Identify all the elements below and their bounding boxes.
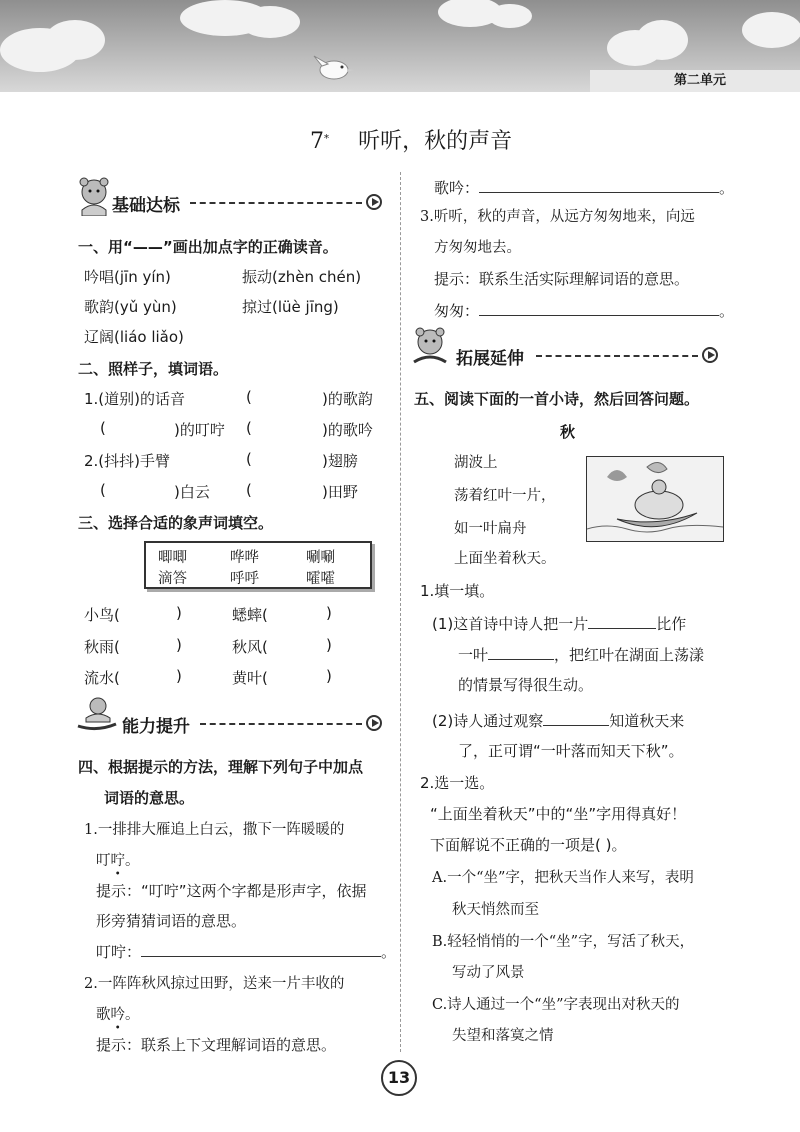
fill-2: (2)诗人通过观察 知道秋天来 bbox=[432, 709, 684, 731]
word-bank-word: 唧唧 bbox=[158, 550, 187, 566]
section-title-basic: 基础达标 bbox=[112, 196, 180, 216]
q4-hint-1: 提示：“叮咛”这两个字都是形声字，依据 bbox=[96, 882, 367, 900]
poem-line: 上面坐着秋天。 bbox=[454, 551, 556, 567]
q3-item-close: ) bbox=[176, 636, 182, 654]
lesson-mark: * bbox=[324, 133, 329, 145]
q3-item: 秋雨( bbox=[84, 638, 120, 656]
column-divider bbox=[400, 172, 401, 1052]
poem-line: 如一叶扁舟 bbox=[454, 521, 527, 537]
q4-prompt: 四、根据提示的方法，理解下列句子中加点 bbox=[78, 758, 364, 776]
q1-pinyin: (jīn yín) bbox=[114, 268, 171, 286]
q4-answer-1: 叮咛： 。 bbox=[96, 940, 396, 962]
play-icon bbox=[366, 194, 382, 210]
q1-prompt: 一、用“——”画出加点字的正确读音。 bbox=[78, 238, 338, 256]
word-bank-box bbox=[144, 541, 372, 589]
q4-sentence-2-cont: 歌吟。 • bbox=[96, 1003, 140, 1024]
q1-word: 歌韵 bbox=[84, 298, 115, 316]
q1-item bbox=[84, 266, 171, 287]
fill-1-cont: 的情景写得很生动。 bbox=[458, 676, 594, 694]
section-rule bbox=[200, 723, 362, 725]
answer-blank[interactable] bbox=[141, 940, 381, 957]
q1-word: 辽阔 bbox=[84, 328, 115, 346]
q3-item-close: ) bbox=[326, 667, 332, 685]
option-c[interactable]: C.诗人通过一个“坐”字表现出对秋天的 bbox=[432, 997, 680, 1013]
word-bank-word: 哗哗 bbox=[230, 550, 259, 566]
q3-item: 蟋蟀( bbox=[232, 606, 268, 624]
choose-heading: 2.选一选。 bbox=[420, 774, 495, 792]
q3-item-close: ) bbox=[326, 604, 332, 622]
section-rule bbox=[536, 355, 698, 357]
fill-heading: 1.填一填。 bbox=[420, 582, 495, 600]
q4-hint-3: 提示：联系生活实际理解词语的意思。 bbox=[434, 270, 690, 288]
poem-illustration bbox=[586, 456, 724, 542]
q1-word: 吟唱 bbox=[84, 268, 115, 286]
play-icon bbox=[702, 347, 718, 363]
q1-item bbox=[242, 296, 339, 317]
poem-title: 秋 bbox=[560, 423, 576, 441]
lesson-title-text: 听听，秋的声音 bbox=[358, 129, 513, 154]
word-bank-word: 呼呼 bbox=[230, 571, 259, 587]
q3-item: 小鸟( bbox=[84, 606, 120, 624]
answer-blank[interactable] bbox=[479, 299, 719, 316]
q4-answer-3: 匆匆： 。 bbox=[434, 299, 734, 321]
option-c-cont: 失望和落寞之情 bbox=[452, 1028, 554, 1044]
section-title-ability: 能力提升 bbox=[122, 717, 190, 737]
q2-cell: 2.(抖抖)手臂 bbox=[84, 452, 171, 470]
q4-sentence-3: 3.听听，秋的声音，从远方匆匆地来，向远 bbox=[420, 209, 695, 225]
q4-sentence-1: 1.一排排大雁追上白云，撒下一阵暖暖的 bbox=[84, 822, 345, 838]
q2-cell: )白云 bbox=[174, 483, 210, 501]
choose-question: “上面坐着秋天”中的“坐”字用得真好！ bbox=[430, 805, 687, 823]
unit-label: 第二单元 bbox=[590, 70, 800, 92]
q2-cell: ( bbox=[100, 481, 106, 499]
q4-hint-1-cont: 形旁猜猜词语的意思。 bbox=[96, 912, 247, 930]
q3-item: 黄叶( bbox=[232, 669, 268, 687]
q2-cell: ( bbox=[246, 419, 252, 437]
bird-icon bbox=[312, 52, 356, 82]
q4-sentence-1-cont: 叮咛。 • bbox=[96, 849, 140, 870]
bear-mascot-icon bbox=[410, 326, 450, 366]
lesson-title bbox=[310, 124, 512, 155]
leaf-boat-illustration bbox=[587, 457, 723, 541]
q3-item-close: ) bbox=[176, 604, 182, 622]
q3-item: 秋风( bbox=[232, 638, 268, 656]
poem-line: 荡着红叶一片， bbox=[454, 488, 556, 504]
section-title-extend: 拓展延伸 bbox=[456, 349, 524, 369]
q2-cell: ( bbox=[246, 388, 252, 406]
q2-prompt: 二、照样子，填词语。 bbox=[78, 360, 229, 378]
bear-mascot-icon bbox=[76, 176, 112, 216]
q1-pinyin: (yǔ yùn) bbox=[114, 298, 177, 316]
q2-cell: ( bbox=[100, 419, 106, 437]
lesson-number: 7 bbox=[310, 129, 324, 154]
surfing-mascot-icon bbox=[76, 696, 118, 732]
q2-cell: )的歌吟 bbox=[322, 421, 373, 439]
q2-cell: )的叮咛 bbox=[174, 421, 225, 439]
answer-blank[interactable] bbox=[479, 176, 719, 193]
q1-item bbox=[242, 266, 361, 287]
play-icon bbox=[366, 715, 382, 731]
word-bank-word: 滴答 bbox=[158, 571, 187, 587]
q1-pinyin: (liáo liǎo) bbox=[114, 328, 184, 346]
fill-1: (1)这首诗中诗人把一片 比作 bbox=[432, 612, 686, 634]
q3-item-close: ) bbox=[326, 636, 332, 654]
q1-pinyin: (lüè jīng) bbox=[272, 298, 339, 316]
q2-cell: )翅膀 bbox=[322, 452, 358, 470]
section-rule bbox=[190, 202, 362, 204]
option-b[interactable]: B.轻轻悄悄的一个“坐”字，写活了秋天， bbox=[432, 934, 695, 950]
q4-sentence-3-cont: 方匆匆地去。 bbox=[434, 240, 521, 256]
q1-word: 振动 bbox=[242, 268, 273, 286]
q4-hint-2: 提示：联系上下文理解词语的意思。 bbox=[96, 1036, 337, 1054]
word-bank-word: 唰唰 bbox=[306, 550, 335, 566]
q4-answer-2: 歌吟： 。 bbox=[434, 176, 734, 198]
q1-item bbox=[84, 326, 184, 347]
q3-item-close: ) bbox=[176, 667, 182, 685]
q2-cell: )的歌韵 bbox=[322, 390, 373, 408]
q3-item: 流水( bbox=[84, 669, 120, 687]
q1-word: 掠过 bbox=[242, 298, 273, 316]
q3-prompt: 三、选择合适的象声词填空。 bbox=[78, 514, 274, 532]
answer-blank[interactable] bbox=[588, 612, 656, 629]
fill-2-cont: 了，正可谓“一叶落而知天下秋”。 bbox=[458, 742, 684, 760]
answer-blank[interactable] bbox=[488, 643, 554, 660]
option-a[interactable]: A.一个“坐”字，把秋天当作人来写，表明 bbox=[432, 870, 694, 886]
q2-cell: ( bbox=[246, 481, 252, 499]
word-bank-word: 嚯嚯 bbox=[306, 571, 335, 587]
q4-sentence-2: 2.一阵阵秋风掠过田野，送来一片丰收的 bbox=[84, 976, 345, 992]
q2-cell: 1.(道别)的话音 bbox=[84, 390, 186, 408]
q1-pinyin: (zhèn chén) bbox=[272, 268, 362, 286]
page-number: 13 bbox=[381, 1060, 417, 1096]
option-b-cont: 写动了风景 bbox=[452, 965, 525, 981]
fill-1-cont: 一叶 ，把红叶在湖面上荡漾 bbox=[458, 643, 704, 665]
q1-item bbox=[84, 296, 177, 317]
poem-line: 湖波上 bbox=[454, 455, 498, 471]
q2-cell: )田野 bbox=[322, 483, 358, 501]
q2-cell: ( bbox=[246, 450, 252, 468]
choose-question-cont: 下面解说不正确的一项是( )。 bbox=[430, 836, 627, 854]
q5-prompt: 五、阅读下面的一首小诗，然后回答问题。 bbox=[414, 390, 700, 408]
q4-prompt-cont: 词语的意思。 bbox=[104, 789, 195, 807]
answer-blank[interactable] bbox=[543, 709, 609, 726]
option-a-cont: 秋天悄然而至 bbox=[452, 902, 539, 918]
